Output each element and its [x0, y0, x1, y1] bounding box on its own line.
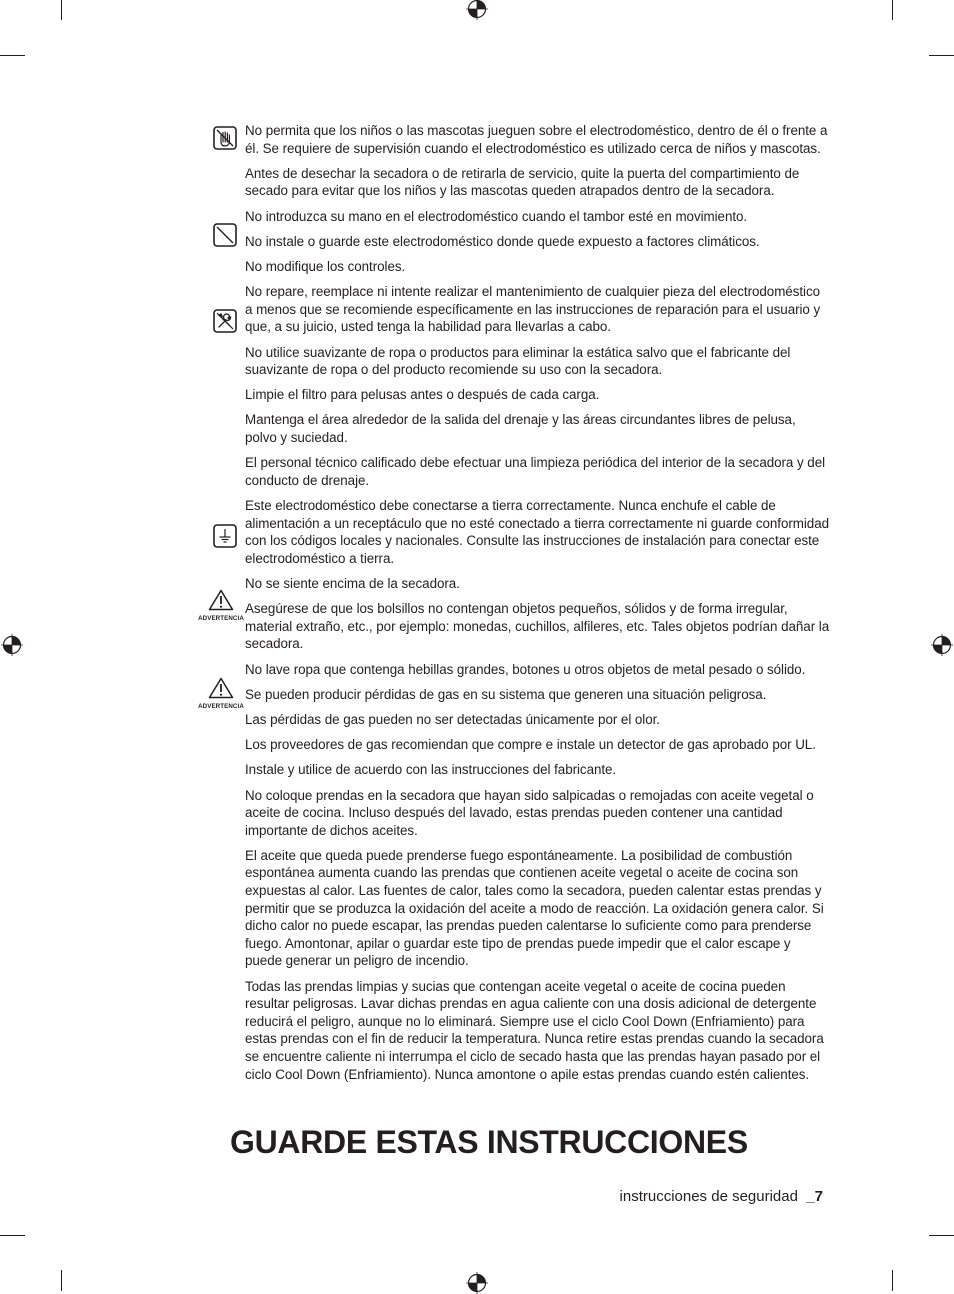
- paragraph: No utilice suavizante de ropa o productos para eliminar la estática salvo que el fabricante del suavizante de ropa o del producto recomiende su uso con la secadora.: [245, 344, 791, 378]
- paragraph: Este electrodoméstico debe conectarse a tierra correctamente. Nunca enchufe el cable de alimentación a un receptáculo que no esté conectado a tierra correctamente ni guarde conformidad con los códigos locales y nacionales. Consulte las instrucciones de instalación para conectar este electrodoméstico a tierra.: [245, 498, 830, 566]
- crop-mark: [929, 55, 954, 56]
- page-footer: [620, 1188, 823, 1205]
- no-touch-hand-icon: [213, 126, 237, 150]
- paragraph: Se pueden producir pérdidas de gas en su sistema que generen una situación peligrosa.: [245, 686, 767, 702]
- crop-mark: [0, 1235, 25, 1236]
- crop-mark: [61, 0, 62, 20]
- paragraph: No instale o guarde este electrodoméstico donde quede expuesto a factores climáticos.: [245, 233, 760, 249]
- footer-section-title: instrucciones de seguridad: [619, 1188, 798, 1205]
- crop-mark: [892, 1270, 893, 1291]
- paragraph: No se siente encima de la secadora.: [245, 576, 460, 591]
- paragraph: Las pérdidas de gas pueden no ser detectadas únicamente por el olor.: [245, 711, 660, 727]
- prohibited-icon: [213, 223, 237, 247]
- paragraph: Asegúrese de que los bolsillos no contengan objetos pequeños, sólidos y de forma irregular, material extraño, etc., por ejemplo: monedas, cuchillos, alfileres, etc. Tales objetos podrían dañar la secadora.: [245, 601, 830, 652]
- crop-mark: [61, 1270, 62, 1291]
- paragraph: Antes de desechar la secadora o de retirarla de servicio, quite la puerta del compartimiento de secado para evitar que los niños y las mascotas queden atrapados dentro de la secadora.: [245, 165, 800, 199]
- crop-mark: [892, 0, 893, 20]
- safety-instructions-body: [245, 122, 831, 1091]
- paragraph: No repare, reemplace ni intente realizar el mantenimiento de cualquier pieza del electrodoméstico a menos que se recomiende específicamente en las instrucciones de reparación para el usuario y que, a su juicio, usted tenga la habilidad para llevarlas a cabo.: [245, 284, 821, 335]
- registration-mark-icon: [1, 634, 23, 656]
- warning-triangle-icon: [208, 677, 234, 699]
- registration-mark-icon: [466, 0, 488, 20]
- page-number: _7: [806, 1188, 823, 1205]
- paragraph: No lave ropa que contenga hebillas grandes, botones u otros objetos de metal pesado o sólido.: [245, 661, 806, 677]
- no-disassembly-tools-icon: [213, 309, 237, 333]
- paragraph: No permita que los niños o las mascotas jueguen sobre el electrodoméstico, dentro de él o frente a él. Se requiere de supervisión cuando el electrodoméstico es utilizado cerca de niños y mascotas.: [245, 123, 828, 156]
- paragraph: Los proveedores de gas recomiendan que compre e instale un detector de gas aprobado por UL.: [245, 737, 816, 753]
- warning-symbol: [198, 677, 244, 710]
- crop-mark: [929, 1235, 954, 1236]
- paragraph: El aceite que queda puede prenderse fuego espontáneamente. La posibilidad de combustión espontánea aumenta cuando las prendas que contienen aceite vegetal o aceite de cocina son expuestas al calor. Las fuentes de calor, tales como la secadora, pueden calentar estas prendas y permitir que se produzca la oxidación del aceite a modo de reacción. La oxidación genera calor. Si dicho calor no puede escapar, las prendas pueden calentarse lo suficiente como para prenderse fuego. Amontonar, apilar o guardar este tipo de prendas puede impedir que el calor escape y puede generar un peligro de incendio.: [245, 847, 824, 969]
- paragraph: Mantenga el área alrededor de la salida del drenaje y las áreas circundantes libres de pelusa, polvo y suciedad.: [245, 412, 796, 446]
- warning-triangle-icon: [208, 589, 234, 611]
- warning-label: ADVERTENCIA: [198, 615, 244, 622]
- crop-mark: [0, 55, 25, 56]
- ground-connection-icon: [213, 524, 237, 548]
- paragraph: No coloque prendas en la secadora que hayan sido salpicadas o remojadas con aceite vegetal o aceite de cocina. Incluso después del lavado, estas prendas pueden contener una cantidad importante de dichos aceites.: [245, 787, 814, 838]
- paragraph: El personal técnico calificado debe efectuar una limpieza periódica del interior de la secadora y del conducto de drenaje.: [245, 455, 826, 488]
- paragraph: No modifique los controles.: [245, 258, 406, 274]
- registration-mark-icon: [931, 634, 953, 656]
- paragraph: No introduzca su mano en el electrodoméstico cuando el tambor esté en movimiento.: [245, 208, 748, 224]
- warning-symbol: [198, 589, 244, 622]
- paragraph: Todas las prendas limpias y sucias que contengan aceite vegetal o aceite de cocina pueden resultar peligrosas. Lavar dichas prendas en agua caliente con una dosis adicional de detergente reducirá el peligro, aunque no lo eliminará. Siempre use el ciclo Cool Down (Enfriamiento) para estas prendas con el fin de reducir la temperatura. Nunca retire estas prendas cuando la secadora se encuentre caliente ni interrumpa el ciclo de secado hasta que las prendas hayan pasado por el ciclo Cool Down (Enfriamiento). Nunca amontone o apile estas prendas cuando estén calientes.: [245, 978, 824, 1082]
- paragraph: Limpie el filtro para pelusas antes o después de cada carga.: [245, 387, 600, 403]
- warning-label: ADVERTENCIA: [198, 703, 244, 710]
- section-heading: GUARDE ESTAS INSTRUCCIONES: [230, 1124, 748, 1160]
- paragraph: Instale y utilice de acuerdo con las instrucciones del fabricante.: [245, 762, 617, 778]
